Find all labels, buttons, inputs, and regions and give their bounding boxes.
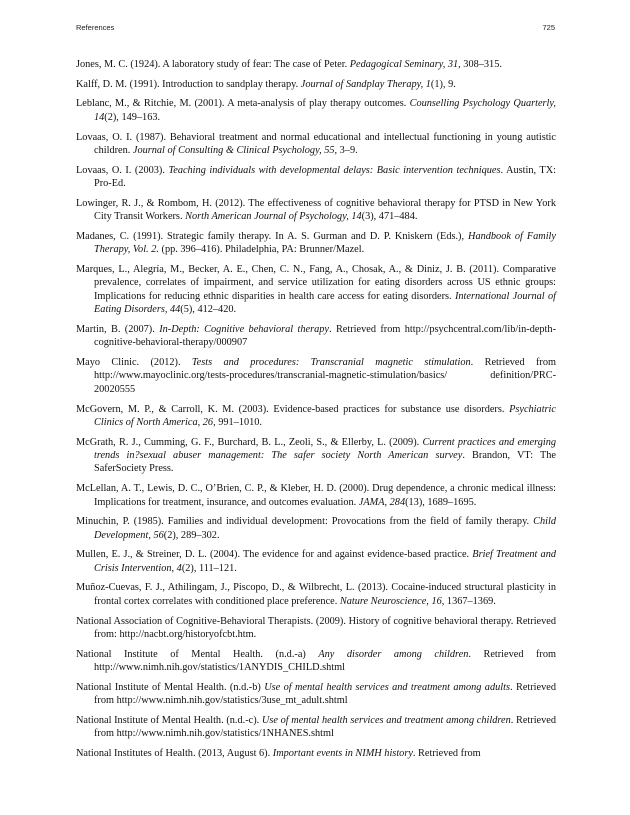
reference-italic-text: Psychiatric Clinics of North America, 26: [94, 403, 556, 428]
reference-text: McLellan, A. T., Lewis, D. C., O’Brien, C. P., & Kleber, H. D. (2000). Drug dependence, a chronic medical illness: Implications for treatment, insurance, and outcomes evaluation.: [76, 483, 556, 508]
reference-italic-text: Child Development, 56: [94, 516, 556, 541]
reference-italic-text: Tests and procedures: Transcranial magnetic stimulation: [191, 356, 471, 368]
reference-text: National Institute of Mental Health. (n.d.-c).: [76, 714, 262, 726]
reference-entry: [76, 515, 556, 542]
reference-italic-text: Nature Neuroscience, 16: [339, 595, 442, 607]
reference-entry: [76, 197, 556, 224]
reference-text: . Retrieved from http://www.nimh.nih.gov/statistics/1NHANES.shtml: [94, 714, 556, 740]
reference-text: Mullen, E. J., & Streiner, D. L. (2004). The evidence for and against evidence-based practice.: [76, 549, 473, 561]
reference-entry: [76, 581, 556, 608]
reference-italic-text: Use of mental health services and treatment among adults: [264, 681, 510, 693]
reference-text: (5), 412–420.: [180, 304, 237, 316]
reference-text: . Austin, TX: Pro-Ed.: [94, 164, 556, 190]
reference-entry: [76, 131, 556, 158]
running-header: References: [76, 23, 115, 32]
reference-text: (13), 1689–1695.: [405, 496, 477, 508]
reference-entry: [76, 648, 556, 675]
reference-entry: [76, 436, 556, 476]
reference-text: . Brandon, VT: The SaferSociety Press.: [94, 450, 556, 475]
reference-italic-text: Handbook of Family Therapy, Vol. 2.: [94, 230, 556, 256]
reference-text: Madanes, C. (1991). Strategic family therapy. In A. S. Gurman and D. P. Kniskern (Eds.),: [76, 230, 469, 242]
reference-entry: [76, 97, 556, 124]
reference-entry: [76, 482, 556, 509]
reference-entry: [76, 403, 556, 430]
reference-italic-text: Counselling Psychology Quarterly, 14: [94, 98, 556, 123]
reference-text: , 3–9.: [334, 144, 358, 156]
reference-entry: [76, 263, 556, 317]
reference-italic-text: Pedagogical Seminary, 31: [349, 59, 459, 70]
reference-text: McGovern, M. P., & Carroll, K. M. (2003). Evidence-based practices for substance use disorders.: [76, 403, 510, 415]
reference-text: . Retrieved from http://www.nimh.nih.gov/statistics/3use_mt_adult.shtml: [94, 681, 556, 707]
reference-text: , 991–1010.: [213, 416, 263, 428]
reference-entry: [76, 58, 556, 71]
reference-entry: [76, 714, 556, 741]
reference-text: McGrath, R. J., Cumming, G. F., Burchard, B. L., Zeoli, S., & Ellerby, L. (2009).: [76, 436, 423, 448]
reference-entry: [76, 78, 556, 91]
reference-text: National Institute of Mental Health. (n.d.-a): [76, 648, 319, 660]
reference-text: (1), 9.: [430, 78, 456, 90]
reference-text: Muñoz-Cuevas, F. J., Athilingam, J., Piscopo, D., & Wilbrecht, L. (2013). Cocaine-induced structural plasticity in frontal cortex correlates with conditioned place preference.: [76, 582, 556, 607]
reference-text: . Retrieved from http://www.nimh.nih.gov/statistics/1ANYDIS_CHILD.shtml: [94, 648, 557, 674]
reference-entry: [76, 747, 556, 760]
reference-italic-text: North American Journal of Psychology, 14: [185, 211, 362, 223]
reference-text: (2), 149–163.: [104, 111, 161, 123]
reference-text: . Retrieved from http://www.mayoclinic.org/tests-procedures/transcranial-magnetic-stimulation/basics/ definition/PRC-20020555: [94, 356, 557, 395]
reference-text: National Institute of Mental Health. (n.d.-b): [76, 681, 265, 693]
reference-text: (3), 471–484.: [361, 211, 418, 223]
reference-italic-text: Journal of Sandplay Therapy, 1: [300, 78, 431, 90]
reference-list: [76, 58, 556, 767]
reference-text: Kalff, D. M. (1991). Introduction to sandplay therapy.: [76, 78, 301, 90]
reference-text: (pp. 396–416). Philadelphia, PA: Brunner/Mazel.: [158, 244, 365, 256]
reference-entry: [76, 615, 556, 642]
reference-italic-text: Important events in NIMH history: [272, 748, 413, 759]
reference-text: Leblanc, M., & Ritchie, M. (2001). A meta-analysis of play therapy outcomes.: [76, 98, 410, 110]
reference-italic-text: Teaching individuals with developmental delays: Basic intervention techniques: [168, 164, 501, 176]
reference-text: Minuchin, P. (1985). Families and individual development: Provocations from the field of family therapy.: [76, 516, 534, 528]
reference-text: , 308–315.: [458, 59, 502, 70]
page-number: 725: [542, 23, 555, 32]
reference-italic-text: Current practices and emerging trends in?sexual abuser management: The safer society North American survey: [94, 436, 557, 462]
reference-text: . Retrieved from: [412, 748, 481, 759]
reference-text: National Institutes of Health. (2013, August 6).: [76, 748, 273, 759]
reference-text: Lovaas, O. I. (1987). Behavioral treatment and normal educational and intellectual functioning in young autistic children.: [76, 131, 556, 156]
reference-text: , 1367–1369.: [441, 595, 496, 607]
reference-entry: [76, 681, 556, 708]
reference-entry: [76, 230, 556, 257]
reference-text: Jones, M. C. (1924). A laboratory study of fear: The case of Peter.: [76, 59, 350, 70]
reference-text: Martin, B. (2007).: [76, 323, 160, 335]
reference-italic-text: Any disorder among children: [318, 648, 469, 660]
reference-entry: [76, 323, 556, 350]
reference-text: . Retrieved from http://psychcentral.com/lib/in-depth-cognitive-behavioral-therapy/000907: [94, 323, 556, 349]
reference-text: Lowinger, R. J., & Rombom, H. (2012). The effectiveness of cognitive behavioral therapy for PTSD in New York City Transit Workers.: [76, 197, 556, 223]
reference-italic-text: JAMA, 284: [358, 496, 406, 508]
reference-text: (2), 111–121.: [181, 562, 237, 574]
reference-italic-text: In-Depth: Cognitive behavioral therapy: [159, 323, 329, 335]
reference-entry: [76, 356, 556, 396]
reference-italic-text: Journal of Consulting & Clinical Psychology, 55: [132, 144, 335, 156]
reference-entry: [76, 548, 556, 575]
reference-italic-text: Use of mental health services and treatment among children: [261, 714, 511, 726]
reference-text: Lovaas, O. I. (2003).: [76, 164, 169, 176]
reference-italic-text: International Journal of Eating Disorders, 44: [94, 290, 556, 316]
reference-entry: [76, 164, 556, 191]
reference-italic-text: Brief Treatment and Crisis Intervention, 4: [94, 549, 557, 574]
reference-text: Marques, L., Alegría, M., Becker, A. E., Chen, C. N., Fang, A., Chosak, A., & Diniz, J. B. (2011). Comparative prevalence, correlates of impairment, and service utilization for eating disorders across US ethnic groups: Implications for reducing ethnic disparities in health care access for eating disorders.: [76, 263, 556, 302]
reference-text: National Association of Cognitive-Behavioral Therapists. (2009). History of cognitive behavioral therapy. Retrieved from: http://nacbt.org/historyofcbt.htm.: [76, 615, 556, 640]
reference-text: (2), 289–302.: [163, 529, 220, 541]
reference-text: Mayo Clinic. (2012).: [76, 356, 192, 368]
